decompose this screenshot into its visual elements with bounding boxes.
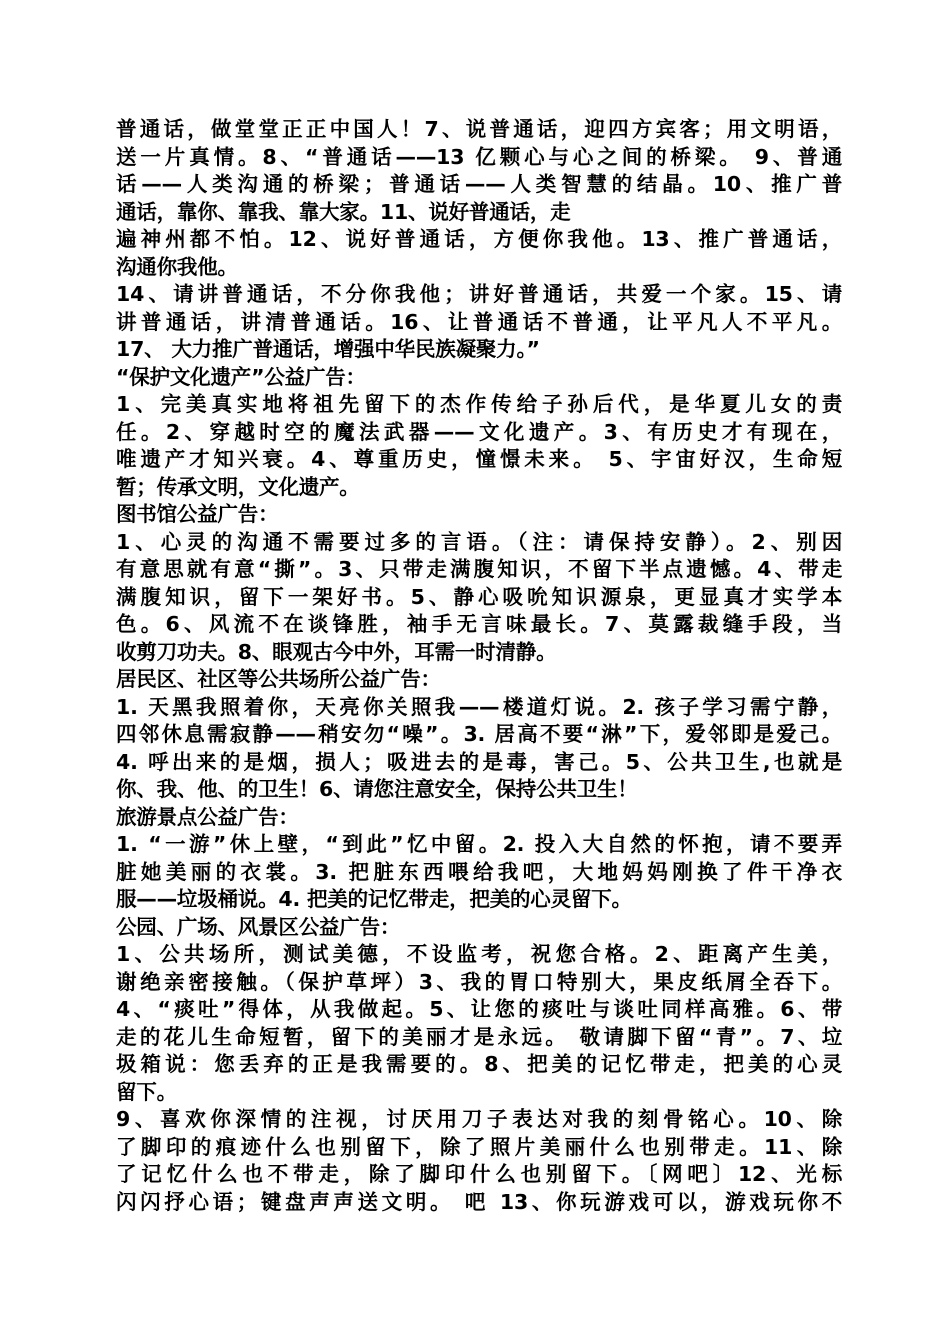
text-line: 1、公共场所，测试美德，不设监考，祝您合格。2、距离产生美，: [116, 942, 842, 966]
text-line: 17、 大力推广普通话，增强中华民族凝聚力。”: [116, 337, 540, 361]
text-line: 1. 天黑我照着你，天亮你关照我——楼道灯说。2. 孩子学习需宁静，: [116, 694, 842, 719]
text-line: 讲普通话，讲清普通话。16、让普通话不普通，让平凡人不平凡。: [116, 309, 842, 334]
text-line: 圾箱说：您丢弃的正是我需要的。8、把美的记忆带走，把美的心灵: [116, 1052, 842, 1076]
text-line: 有意思就有意“撕”。3、只带走满腹知识，不留下半点遗憾。4、带走: [116, 557, 842, 581]
text-line: 图书馆公益广告：: [116, 502, 279, 526]
text-line: 4. 呼出来的是烟，损人；吸进去的是毒，害己。5、公共卫生,也就是: [116, 749, 842, 774]
text-line: 满腹知识，留下一架好书。5、静心吸吮知识源泉，更显真才实学本: [116, 584, 842, 609]
text-line: 闪闪抒心语；键盘声声送文明。 吧 13、你玩游戏可以，游戏玩你不: [116, 1189, 842, 1214]
text-line: 9、喜欢你深情的注视，讨厌用刀子表达对我的刻骨铭心。10、除: [116, 1107, 842, 1131]
text-line: 脏她美丽的衣裳。3. 把脏东西喂给我吧，大地妈妈刚换了件干净衣: [116, 859, 842, 884]
text-line: 旅游景点公益广告：: [116, 804, 299, 829]
text-line: 公园、广场、风景区公益广告：: [116, 914, 401, 939]
text-line: 唯遗产才知兴衰。4、尊重历史，憧憬未来。 5、宇宙好汉，生命短: [116, 447, 842, 471]
text-line: 色。6、风流不在谈锋胜，袖手无言味最长。7、莫露裁缝手段，当: [116, 612, 842, 636]
text-line: 通话，靠你、靠我、靠大家。11、说好普通话，走: [116, 199, 571, 224]
text-line: 4、“痰吐”得体，从我做起。5、让您的痰吐与谈吐同样高雅。6、带: [116, 997, 842, 1021]
text-line: 1. “一游”休上壁，“到此”忆中留。2. 投入大自然的怀抱，请不要弄: [116, 832, 842, 856]
text-line: 了记忆什么也不带走，除了脚印什么也别留下。〔网吧〕12、光标: [116, 1162, 842, 1186]
text-line: 任。2、穿越时空的魔法武器——文化遗产。3、有历史才有现在，: [116, 419, 842, 444]
text-line: 你、我、他、的卫生！6、请您注意安全，保持公共卫生！: [116, 777, 638, 801]
text-line: 四邻休息需寂静——稍安勿“噪”。3. 居高不要“淋”下，爱邻即是爱己。: [116, 722, 842, 746]
text-line: 1、完美真实地将祖先留下的杰作传给子孙后代，是华夏儿女的责: [116, 392, 842, 416]
text-line: 送一片真情。8、“普通话——13 亿颗心与心之间的桥梁。 9、普通: [116, 144, 842, 169]
text-line: 14、请讲普通话，不分你我他；讲好普通话，共爱一个家。15、请: [116, 282, 842, 306]
text-line: 遍神州都不怕。12、说好普通话，方便你我他。13、推广普通话，: [116, 227, 842, 251]
text-line: 沟通你我他。: [116, 254, 238, 279]
text-line: 服——垃圾桶说。4. 把美的记忆带走，把美的心灵留下。: [116, 887, 632, 911]
document-body: [116, 116, 842, 1216]
text-line: 居民区、社区等公共场所公益广告：: [116, 667, 441, 691]
text-line: 收剪刀功夫。8、眼观古今中外，耳需一时清静。: [116, 639, 557, 664]
text-line: 了脚印的痕迹什么也别留下，除了照片美丽什么也别带走。11、除: [116, 1134, 842, 1159]
text-line: 1、心灵的沟通不需要过多的言语。（注：请保持安静）。2、别因: [116, 529, 842, 554]
text-line: “保护文化遗产”公益广告：: [116, 364, 366, 389]
text-line: 普通话，做堂堂正正中国人！7、说普通话，迎四方宾客；用文明语，: [116, 117, 842, 141]
text-line: 暂；传承文明，文化遗产。: [116, 474, 360, 499]
text-line: 话——人类沟通的桥梁；普通话——人类智慧的结晶。10、推广普: [116, 172, 842, 196]
text-line: 走的花儿生命短暂，留下的美丽才是永远。 敬请脚下留“青”。7、垃: [116, 1024, 842, 1049]
text-line: 留下。: [116, 1079, 177, 1104]
text-line: 谢绝亲密接触。（保护草坪）3、我的胃口特别大，果皮纸屑全吞下。: [116, 969, 842, 994]
